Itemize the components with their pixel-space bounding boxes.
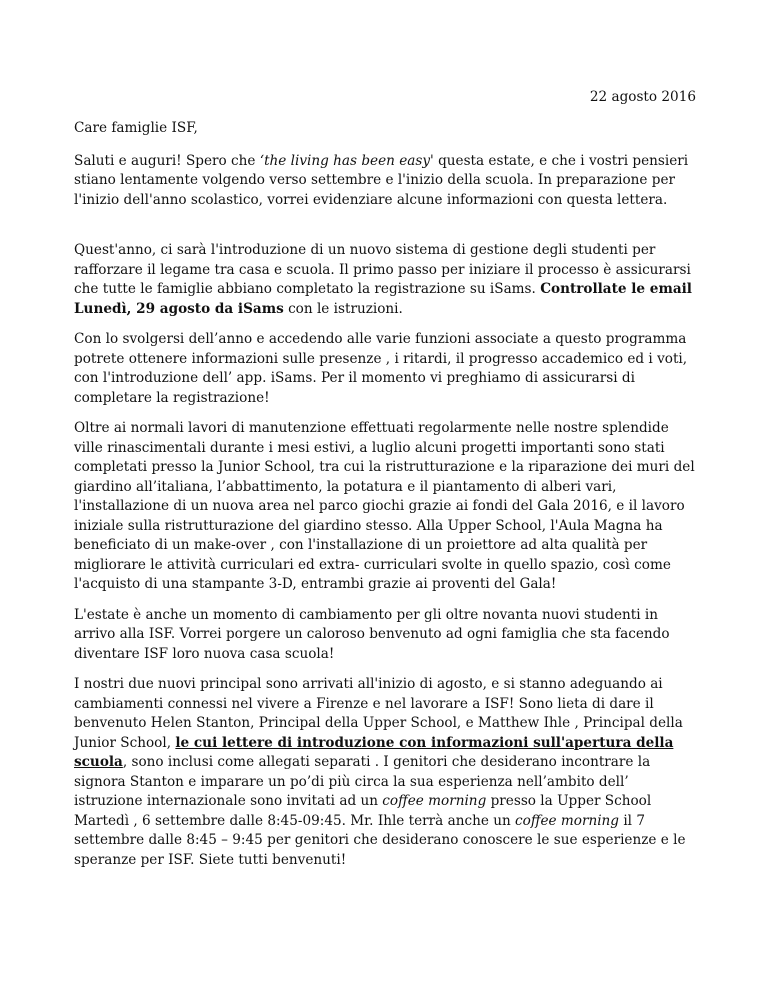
paragraph-new-principals <box>74 675 699 870</box>
paragraph-isams-text-a: Quest'anno, ci sarà l'introduzione di un nuovo sistema di gestione degli studenti per rafforzare il legame tra casa e scuola. Il primo passo per iniziare il processo è assicurarsi che tutte le famiglie abbiano completato la registrazione su iSams. <box>74 242 691 297</box>
paragraph-intro-text-b: questa estate, e che i vostri pensieri stiano lentamente volgendo verso settembre e l'inizio della scuola. In preparazione per l'inizio dell'anno scolastico, vorrei evidenziare alcune informazioni con questa lettera. <box>74 152 689 208</box>
paragraph-new-students: L'estate è anche un momento di cambiamento per gli oltre novanta nuovi studenti in arrivo alla ISF. Vorrei porgere un caloroso benvenuto ad ogni famiglia che sta facendo diventare ISF loro nuova casa scuola! <box>74 606 670 662</box>
paragraph-isams-registration <box>74 241 699 319</box>
paragraph-principals-text-b: , sono inclusi come allegati separati . I genitori che desiderano incontrare la signora Stanton e imparare un po’di più circa la sua esperienza nell’ambito dell’ istruzione internazionale sono invitati ad un <box>74 754 651 809</box>
paragraph-maintenance: Oltre ai normali lavori di manutenzione effettuati regolarmente nelle nostre splendide ville rinascimentali durante i mesi estivi, a luglio alcuni progetti importanti sono stati completati presso la Junior School, tra cui la ristrutturazione e la riparazione dei muri del giardino all’italiana, l’abbattimento, la potatura e il piantamento di alberi vari, l'installazione di un nuova area nel parco giochi grazie ai fondi del Gala 2016, e il lavoro iniziale sulla ristrutturazione del giardino stesso. Alla Upper School, l'Aula Magna ha beneficiato di un make-over , con l'installazione di un proiettore ad alta qualità per migliorare le attività curriculari ed extra- curriculari svolte in quello spazio, così come l'acquisto di una stampante 3-D, entrambi grazie ai proventi del Gala! <box>74 420 695 592</box>
letter-date: 22 agosto 2016 <box>589 89 696 105</box>
greeting: Care famiglie ISF, <box>74 120 198 136</box>
introduction-letters-link[interactable]: le cui lettere di introduzione con informazioni sull'apertura della scuola <box>74 734 674 770</box>
paragraph-intro <box>74 152 699 211</box>
paragraph-principals-text-a: I nostri due nuovi principal sono arrivati all'inizio di agosto, e si stanno adeguando ai cambiamenti connessi nel vivere a Firenze e nel lavorare a ISF! Sono lieta di dare il benvenuto Helen Stanton, Principal della Upper School, e Matthew Ihle , Principal della Junior School, <box>74 676 683 751</box>
paragraph-isams-text-b: con le istruzioni. <box>283 300 403 317</box>
paragraph-principals-text-d: il 7 settembre dalle 8:45 – 9:45 per genitori che desiderano conoscere le sue esperienze e le speranze per ISF. Siete tutti benvenuti! <box>74 812 686 868</box>
quote-living-easy: ‘the living has been easy' <box>259 152 434 169</box>
letter-body <box>74 119 699 881</box>
coffee-morning-upper: coffee morning <box>382 793 487 809</box>
paragraph-intro-text-a: Saluti e auguri! Spero che <box>74 152 260 169</box>
email-date-highlight: Controllate le email Lunedì, 29 agosto da iSams <box>74 281 692 317</box>
paragraph-isams-app: Con lo svolgersi dell’anno e accedendo alle varie funzioni associate a questo programma potrete ottenere informazioni sulle presenze , i ritardi, il progresso accademico ed i voti, con l'introduzione dell’ app. iSams. Per il momento vi preghiamo di assicurarsi di completare la registrazione! <box>74 331 688 406</box>
paragraph-principals-text-c: presso la Upper School Martedì , 6 settembre dalle 8:45-09:45. Mr. Ihle terrà anche un <box>74 793 652 829</box>
coffee-morning-junior: coffee morning <box>515 812 620 829</box>
